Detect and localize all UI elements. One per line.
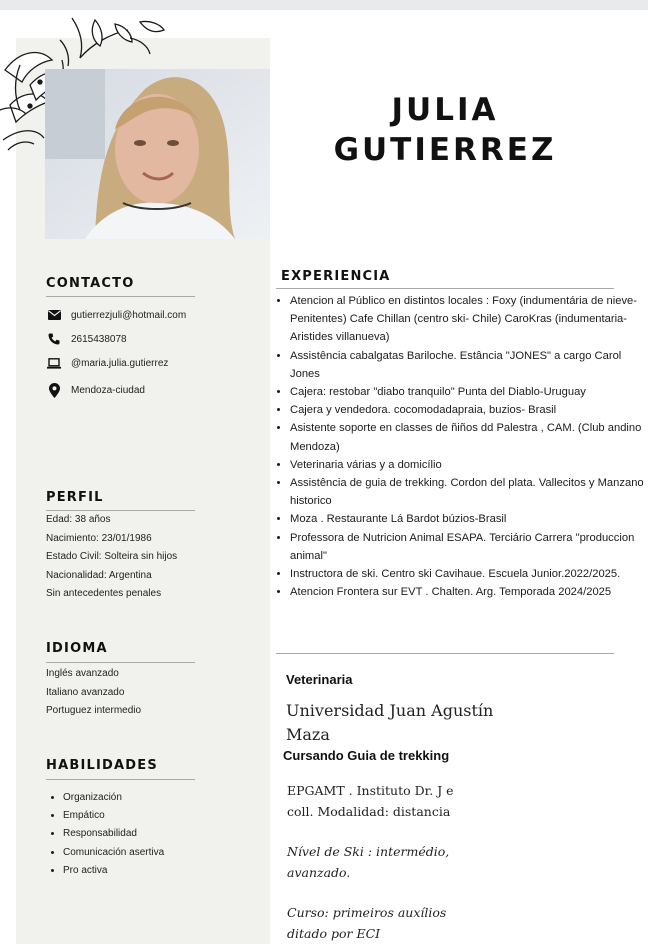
skill-item: • Comunicación asertiva (63, 844, 164, 862)
experience-item: • Atencion Frontera sur EVT . Chalten. Arg. Temporada 2024/2025 (290, 583, 648, 601)
perfil-birth: Nacimiento: 23/01/1986 (46, 532, 152, 544)
idioma-italian: Italiano avanzado (46, 686, 125, 698)
contact-phone-row (46, 332, 127, 346)
contact-email-row (46, 308, 186, 322)
skill-item: • Responsabilidad (63, 825, 164, 843)
experience-item: • Professora de Nutricion Animal ESAPA. Terciário Carrera "produccion animal" (290, 529, 648, 565)
habilidades-list (46, 789, 164, 880)
contact-email[interactable]: gutierrezjuli@hotmail.com (71, 309, 187, 321)
degree-heading: Veterinaria (286, 672, 353, 687)
course-heading: Cursando Guia de trekking (283, 748, 450, 763)
experience-item: • Assistência de guia de trekking. Cordon del plata. Vallecitos y Manzano historico (290, 474, 648, 510)
contact-location-row (46, 383, 145, 397)
contact-social-row (46, 356, 168, 370)
experiencia-title: EXPERIENCIA (281, 269, 391, 284)
envelope-icon (46, 308, 62, 322)
experience-item: • Cajera: restobar "diabo tranquilo" Punta del Diablo-Uruguay (290, 383, 648, 401)
experience-item: • Cajera y vendedora. cocomodadapraia, buzios- Brasil (290, 401, 648, 419)
last-name: GUTIERREZ (333, 132, 557, 168)
idioma-portuguese: Portuguez intermedio (46, 705, 142, 716)
phone-icon (46, 332, 62, 346)
perfil-list (46, 511, 177, 604)
experiencia-divider (276, 288, 614, 289)
university-name: Universidad Juan Agustín Maza (286, 701, 494, 744)
idioma-list (46, 665, 141, 721)
experience-item: • Instructora de ski. Centro ski Cavihaue. Escuela Junior.2022/2025. (290, 565, 648, 583)
map-pin-icon (46, 383, 62, 397)
experience-item: • Asistente soporte en classes de ñiños dd Palestra , CAM. (Club andino Mendoza) (290, 419, 648, 455)
habilidades-divider (46, 779, 195, 780)
contact-phone[interactable]: 2615438078 (71, 333, 127, 345)
experience-item: • Moza . Restaurante Lá Bardot búzios-Brasil (290, 510, 648, 528)
first-aid-course: Curso: primeiros auxílios ditado por ECI (287, 905, 447, 941)
perfil-nationality: Nacionalidad: Argentina (46, 569, 152, 581)
course-detail: EPGAMT . Instituto Dr. J e coll. Modalidad: distancia (287, 783, 454, 819)
skill-item: • Organización (63, 789, 164, 807)
contact-social[interactable]: @maria.julia.gutierrez (71, 357, 169, 369)
laptop-icon (46, 356, 62, 370)
idioma-english: Inglés avanzado (46, 668, 119, 679)
experience-item: • Veterinaria várias y a domicílio (290, 456, 648, 474)
perfil-age: Edad: 38 años (46, 514, 111, 525)
profile-photo (45, 69, 270, 239)
education-divider (276, 653, 614, 654)
contact-title: CONTACTO (46, 276, 135, 291)
resume-page (0, 10, 648, 944)
experience-item: • Assistência cabalgatas Bariloche. Estância "JONES" a cargo Carol Jones (290, 347, 648, 383)
perfil-record: Sin antecedentes penales (46, 588, 162, 599)
skill-item: • Pro activa (63, 862, 164, 880)
idioma-divider (46, 662, 195, 663)
ski-level: Nível de Ski : intermédio, avanzado. (287, 844, 450, 880)
idioma-title: IDIOMA (46, 641, 108, 656)
perfil-civil: Estado Civil: Solteira sin hijos (46, 551, 178, 562)
skill-item: • Empático (63, 807, 164, 825)
experience-item: • Atencion al Público en distintos locales : Foxy (indumentária de nieve-Penitentes) Cafe Chillan (centro ski- Chile) CaroKras (indumentaria-Aristides villanueva) (290, 292, 648, 347)
habilidades-title: HABILIDADES (46, 758, 158, 773)
contact-location: Mendoza-ciudad (71, 384, 145, 396)
candidate-name (300, 90, 590, 170)
perfil-title: PERFIL (46, 490, 104, 505)
first-name: JULIA (391, 92, 499, 128)
contact-divider (46, 296, 195, 297)
experiencia-list (276, 292, 648, 601)
